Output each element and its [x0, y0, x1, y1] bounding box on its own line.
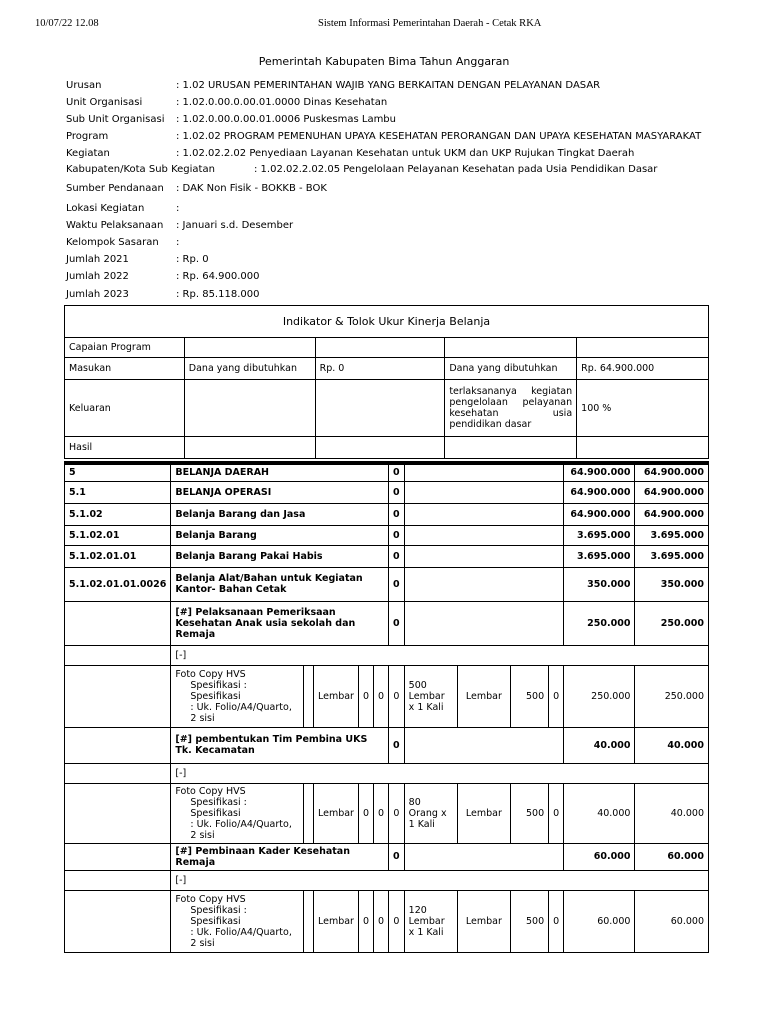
group-title: [#] Pelaksanaan Pemeriksaan Kesehatan Anak usia sekolah dan Remaja: [171, 601, 389, 645]
item-spec: Spesifikasi : Spesifikasi: [190, 679, 247, 702]
group-zero: 0: [389, 601, 405, 645]
item-a: 0: [358, 890, 373, 952]
item-value: 250.000: [564, 665, 635, 727]
meta-value: :: [176, 203, 180, 214]
budget-zero: 0: [389, 463, 405, 481]
budget-name: Belanja Barang dan Jasa: [171, 503, 389, 525]
item-d: 0: [549, 783, 564, 843]
budget-value: 3.695.000: [564, 525, 635, 545]
group-marker: [-]: [171, 645, 709, 665]
item-name: Foto Copy HVS: [175, 668, 246, 680]
budget-code: 5.1.02.01.01.0026: [65, 567, 171, 601]
item-cell: [171, 890, 304, 952]
meta-label: Jumlah 2023: [66, 289, 129, 300]
meta-label: Sumber Pendanaan: [66, 183, 164, 194]
item-cell: [171, 783, 304, 843]
item-spec: 2 sisi: [190, 937, 215, 949]
meta-label: Waktu Pelaksanaan: [66, 220, 164, 231]
budget-code: 5.1.02: [65, 503, 171, 525]
budget-value: 64.900.000: [564, 503, 635, 525]
keluaran-desc: terlaksananya kegiatan pengelolaan pelayanan kesehatan usia pendidikan dasar: [445, 380, 577, 437]
budget-value: 64.900.000: [635, 481, 709, 503]
meta-label: Kabupaten/Kota Sub Kegiatan: [66, 164, 215, 175]
dana-label: Dana yang dibutuhkan: [184, 358, 315, 380]
budget-value: 64.900.000: [564, 463, 635, 481]
meta-value: : 1.02.0.00.0.00.01.0000 Dinas Kesehatan: [176, 97, 388, 108]
item-spec: : Uk. Folio/A4/Quarto,: [190, 818, 292, 830]
item-spec: Spesifikasi : Spesifikasi: [190, 904, 247, 927]
indikator-title: Indikator & Tolok Ukur Kinerja Belanja: [65, 306, 709, 338]
item-price: 500: [510, 783, 548, 843]
meta-label: Sub Unit Organisasi: [66, 114, 165, 125]
print-datetime: 10/07/22 12.08: [35, 18, 99, 29]
meta-value: : 1.02 URUSAN PEMERINTAHAN WAJIB YANG BERKAITAN DENGAN PELAYANAN DASAR: [176, 80, 601, 91]
item-a: 0: [358, 783, 373, 843]
item-d: 0: [549, 665, 564, 727]
budget-zero: 0: [389, 545, 405, 567]
keluaran-target: 100 %: [577, 380, 709, 437]
document-heading: Pemerintah Kabupaten Bima Tahun Anggaran: [258, 55, 510, 68]
group-value: 40.000: [564, 727, 635, 763]
item-name: Foto Copy HVS: [175, 785, 246, 797]
meta-value: : Rp. 64.900.000: [176, 271, 260, 282]
budget-name: Belanja Barang Pakai Habis: [171, 545, 389, 567]
hasil-label: Hasil: [65, 437, 185, 459]
item-value: 60.000: [564, 890, 635, 952]
budget-name: BELANJA OPERASI: [171, 481, 389, 503]
meta-value: : 1.02.02 PROGRAM PEMENUHAN UPAYA KESEHATAN PERORANGAN DAN UPAYA KESEHATAN MASYARAKAT: [176, 131, 702, 142]
budget-value: 3.695.000: [635, 525, 709, 545]
budget-code: 5: [65, 463, 171, 481]
budget-value: 64.900.000: [635, 463, 709, 481]
meta-value: : 1.02.0.00.0.00.01.0006 Puskesmas Lambu: [176, 114, 396, 125]
item-a: 0: [358, 665, 373, 727]
meta-label: Unit Organisasi: [66, 97, 143, 108]
meta-label: Kegiatan: [66, 148, 110, 159]
group-value: 250.000: [635, 601, 709, 645]
budget-code: 5.1: [65, 481, 171, 503]
item-c: 0: [389, 665, 405, 727]
item-c: 0: [389, 783, 405, 843]
item-unit2: Lembar: [457, 890, 510, 952]
meta-value: : Rp. 0: [176, 254, 209, 265]
budget-zero: 0: [389, 503, 405, 525]
item-spec: 2 sisi: [190, 829, 215, 841]
budget-value: 350.000: [564, 567, 635, 601]
budget-value: 3.695.000: [635, 545, 709, 567]
item-b: 0: [374, 783, 389, 843]
meta-value: : Rp. 85.118.000: [176, 289, 260, 300]
item-unit: Lembar: [313, 783, 358, 843]
meta-label: Kelompok Sasaran: [66, 237, 159, 248]
item-volume: 500 Lembar x 1 Kali: [404, 665, 457, 727]
meta-value: : 1.02.02.2.02.05 Pengelolaan Pelayanan Kesehatan pada Usia Pendidikan Dasar: [254, 164, 658, 175]
keluaran-label: Keluaran: [65, 380, 185, 437]
item-cell: [171, 665, 304, 727]
budget-name: Belanja Barang: [171, 525, 389, 545]
item-value: 40.000: [635, 783, 709, 843]
item-price: 500: [510, 890, 548, 952]
item-b: 0: [374, 890, 389, 952]
group-zero: 0: [389, 843, 405, 870]
item-spec: Spesifikasi : Spesifikasi: [190, 796, 247, 819]
dana-label: Dana yang dibutuhkan: [445, 358, 577, 380]
indikator-table: [64, 305, 709, 459]
meta-label: Jumlah 2021: [66, 254, 129, 265]
item-spec: 2 sisi: [190, 712, 215, 724]
group-value: 60.000: [564, 843, 635, 870]
item-c: 0: [389, 890, 405, 952]
budget-name: BELANJA DAERAH: [171, 463, 389, 481]
budget-zero: 0: [389, 567, 405, 601]
app-title: Sistem Informasi Pemerintahan Daerah - Cetak RKA: [318, 18, 542, 29]
budget-value: 3.695.000: [564, 545, 635, 567]
budget-value: 64.900.000: [635, 503, 709, 525]
meta-value: :: [176, 237, 180, 248]
item-unit2: Lembar: [457, 783, 510, 843]
item-value: 250.000: [635, 665, 709, 727]
budget-table: [64, 461, 709, 953]
dana-value-1: Rp. 0: [315, 358, 445, 380]
item-spec: : Uk. Folio/A4/Quarto,: [190, 926, 292, 938]
item-volume: 80 Orang x 1 Kali: [404, 783, 457, 843]
meta-label: Lokasi Kegiatan: [66, 203, 145, 214]
item-d: 0: [549, 890, 564, 952]
budget-name: Belanja Alat/Bahan untuk Kegiatan Kantor- Bahan Cetak: [171, 567, 389, 601]
item-price: 500: [510, 665, 548, 727]
group-marker: [-]: [171, 870, 709, 890]
meta-label: Urusan: [66, 80, 102, 91]
group-zero: 0: [389, 727, 405, 763]
capaian-label: Capaian Program: [65, 338, 185, 358]
item-spec: : Uk. Folio/A4/Quarto,: [190, 701, 292, 713]
item-unit: Lembar: [313, 890, 358, 952]
item-name: Foto Copy HVS: [175, 893, 246, 905]
group-value: 250.000: [564, 601, 635, 645]
meta-value: : 1.02.02.2.02 Penyediaan Layanan Kesehatan untuk UKM dan UKP Rujukan Tingkat Daerah: [176, 148, 635, 159]
group-marker: [-]: [171, 763, 709, 783]
group-title: [#] pembentukan Tim Pembina UKS Tk. Kecamatan: [171, 727, 389, 763]
budget-zero: 0: [389, 481, 405, 503]
dana-value-2: Rp. 64.900.000: [577, 358, 709, 380]
item-value: 60.000: [635, 890, 709, 952]
budget-zero: 0: [389, 525, 405, 545]
budget-value: 350.000: [635, 567, 709, 601]
meta-value: : DAK Non Fisik - BOKKB - BOK: [176, 183, 327, 194]
meta-value: : Januari s.d. Desember: [176, 220, 294, 231]
group-value: 60.000: [635, 843, 709, 870]
item-unit2: Lembar: [457, 665, 510, 727]
group-value: 40.000: [635, 727, 709, 763]
budget-value: 64.900.000: [564, 481, 635, 503]
item-value: 40.000: [564, 783, 635, 843]
masukan-label: Masukan: [65, 358, 185, 380]
item-volume: 120 Lembar x 1 Kali: [404, 890, 457, 952]
item-b: 0: [374, 665, 389, 727]
item-unit: Lembar: [313, 665, 358, 727]
group-title: [#] Pembinaan Kader Kesehatan Remaja: [171, 843, 389, 870]
meta-label: Program: [66, 131, 109, 142]
budget-code: 5.1.02.01: [65, 525, 171, 545]
budget-code: 5.1.02.01.01: [65, 545, 171, 567]
meta-label: Jumlah 2022: [66, 271, 129, 282]
